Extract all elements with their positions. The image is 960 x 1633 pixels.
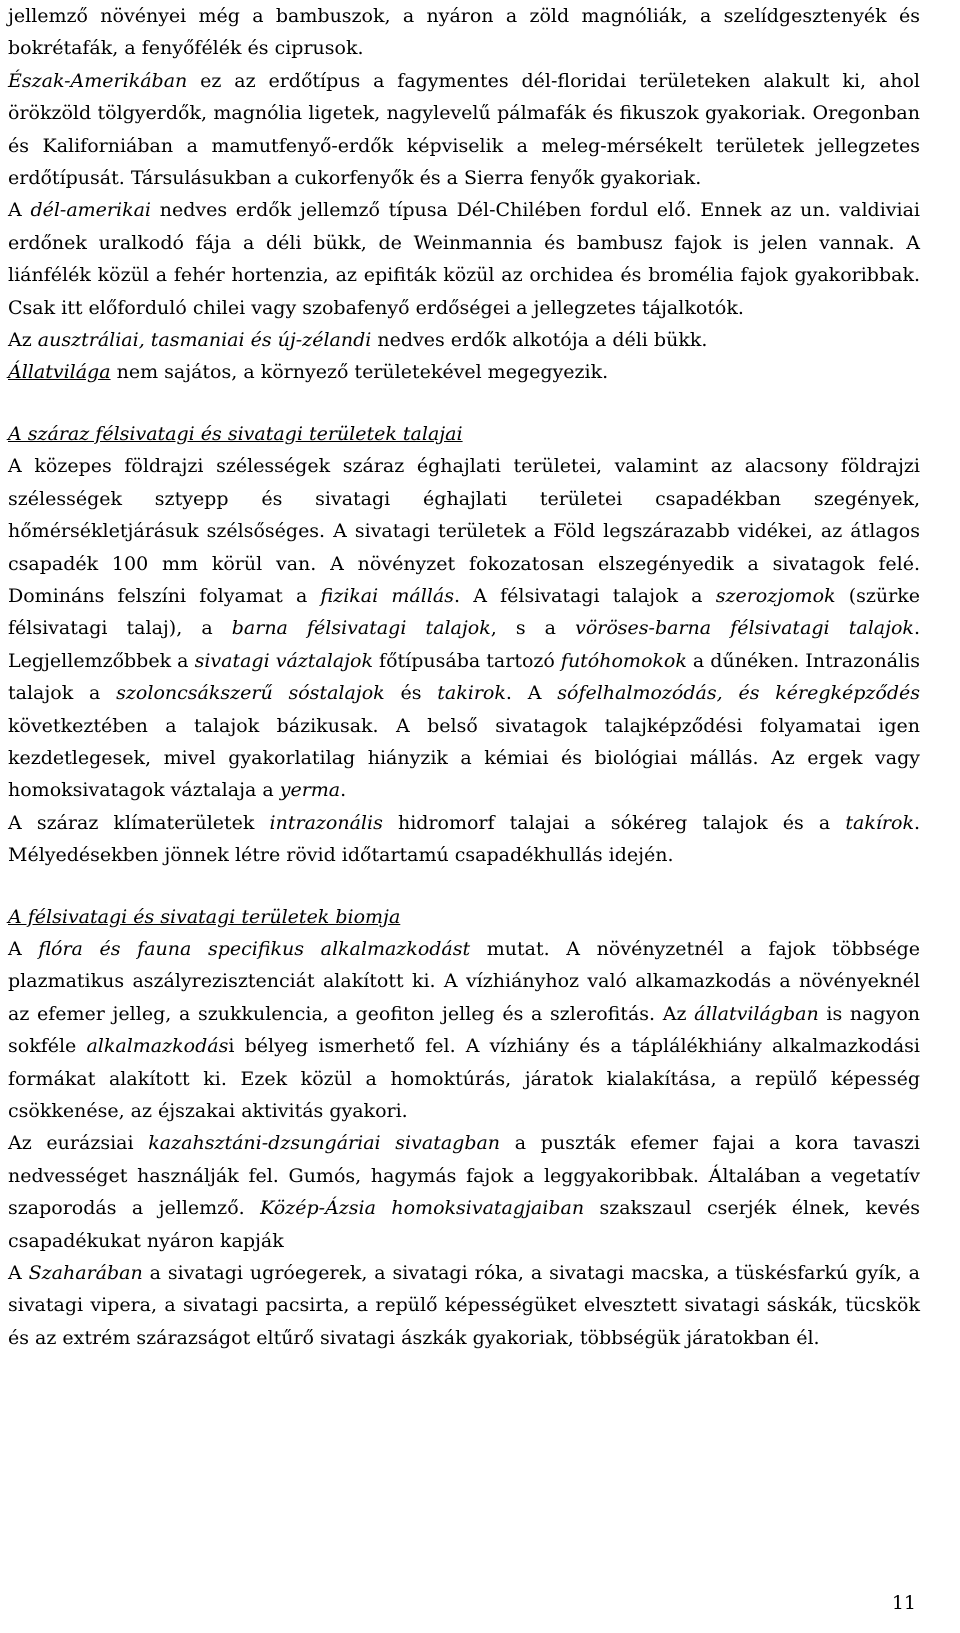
body-text: . A: [505, 682, 558, 705]
section-gap: [8, 872, 920, 901]
paragraph-intrazonal-soils: [8, 807, 920, 872]
emphasis-text: fizikai mállás: [320, 584, 454, 607]
body-text: . Mélyedésekben jönnek létre rövid időtartamú csapadékhullás idején.: [8, 811, 921, 867]
emphasis-text: yerma: [279, 779, 341, 802]
section-heading-desert-biome: A félsivatagi és sivatagi területek biomja: [8, 905, 401, 928]
emphasis-text: Észak-Amerikában: [8, 69, 188, 92]
body-text: hidromorf talajai a sókéreg talajok és a: [382, 811, 846, 834]
body-text: A közepes földrajzi szélességek száraz éghajlati területei, valamint az alacsony földrajzi szélességek sztyepp és sivatagi éghajlati területei csapadékban szegények, hőmérsékletjárásuk szélsőséges. A sivatagi területek a Föld legszárazabb vidékei, az átlagos csapadék 100 mm körül van. A növényzet fokozatosan elszegényedik a sivatagok felé. Domináns felszíni folyamat a: [8, 455, 920, 607]
emphasis-text: flóra és fauna specifikus alkalmazkodást: [38, 937, 471, 960]
paragraph-australia: [8, 324, 920, 356]
body-text: jellemző növényei még a bambuszok, a nyáron a zöld magnóliák, a szelídgesztenyék és bokrétafák, a fenyőfélék és ciprusok.: [8, 5, 920, 60]
body-text: mutat. A növényzetnél a fajok többsége plazmatikus aszályrezisztenciát alakított ki. A vízhiányhoz való alkamazkodás a növényeknél az efemer jelleg, a szukkulencia, a geofiton jelleg és a szlerofitás. Az: [8, 937, 920, 1025]
paragraph-eurasian-desert: [8, 1127, 920, 1257]
body-text: és: [384, 682, 438, 705]
emphasis-text: dél-amerikai: [30, 199, 152, 222]
emphasis-text: Állatvilága: [8, 361, 111, 384]
section-heading-desert-soils: A száraz félsivatagi és sivatagi területek talajai: [8, 422, 463, 445]
body-text: A száraz klímaterületek: [8, 811, 270, 834]
body-text: A: [8, 199, 31, 222]
body-text: . A félsivatagi talajok a: [453, 584, 716, 607]
body-text: , s a: [490, 617, 576, 640]
body-text: nem sajátos, a környező területekével megegyezik.: [110, 361, 609, 384]
paragraph-desert-soils: [8, 450, 920, 806]
emphasis-text: szoloncsákszerű sóstalajok: [116, 682, 385, 705]
body-text: a puszták efemer fajai a kora tavaszi nedvességet használják fel. Gumós, hagymás fajok a leggyakoribbak. Általában a vegetatív szaporodás a jellemző.: [8, 1132, 921, 1220]
emphasis-text: vöröses-barna félsivatagi talajok: [575, 617, 914, 640]
emphasis-text: szerozjomok: [715, 584, 836, 607]
body-text: . Legjellemzőbbek a: [8, 617, 920, 672]
emphasis-text: Szaharában: [28, 1262, 143, 1285]
emphasis-text: alkalmazkodás: [86, 1035, 229, 1058]
body-text: nedves erdők alkotója a déli bükk.: [371, 329, 708, 352]
paragraph-north-america: [8, 65, 920, 195]
body-text: .: [340, 779, 347, 802]
body-text: ez az erdőtípus a fagymentes dél-floridai területeken alakult ki, ahol örökzöld tölgyerdők, magnólia ligetek, nagylevelű pálmafák és fikuszok gyakoriak. Oregonban és Kaliforniában a mamutfenyő-erdők képviselik a meleg-mérsékelt területek jellegzetes erdőtípusát. Társulásukban a cukorfenyők és a Sierra fenyők gyakoriak.: [8, 69, 920, 190]
paragraph-adaptation: [8, 933, 920, 1127]
paragraph-fauna: [8, 356, 920, 388]
paragraph-sahara: [8, 1257, 920, 1354]
body-text: A: [8, 937, 39, 960]
body-text: főtípusába tartozó: [373, 649, 561, 672]
emphasis-text: sófelhalmozódás, és kéregképződés: [557, 682, 921, 705]
emphasis-text: intrazonális: [269, 811, 383, 834]
section-gap: [8, 389, 920, 418]
body-text: a dűnéken. Intrazonális talajok a: [8, 649, 920, 705]
body-text: is nagyon sokféle: [8, 1002, 921, 1058]
emphasis-text: takirok: [437, 682, 506, 705]
body-text: a sivatagi ugróegerek, a sivatagi róka, a sivatagi macska, a tüskésfarkú gyík, a sivatagi vipera, a sivatagi pacsirta, a repülő képességüket elvesztett sivatagi sáskák, tücskök és az extrém szárazságot eltűrő sivatagi ászkák gyakoriak, többségük járatokban él.: [8, 1262, 920, 1349]
page-number: 11: [891, 1592, 916, 1614]
body-text: Az eurázsiai: [8, 1132, 149, 1155]
body-text: i bélyeg ismerhető fel. A vízhiány és a táplálékhiány alkalmazkodási formákat alakított ki. Ezek közül a homoktúrás, járatok kialakítása, a repülő képesség csökkenése, az éjszakai aktivitás gyakori.: [8, 1035, 920, 1122]
emphasis-text: takírok: [845, 811, 914, 834]
emphasis-text: sivatagi váztalajok: [194, 649, 373, 672]
paragraph-east-asia-flora: [8, 0, 920, 65]
emphasis-text: állatvilágban: [694, 1002, 819, 1025]
body-text: nedves erdők jellemző típusa Dél-Chilében fordul elő. Ennek az un. valdiviai erdőnek uralkodó fája a déli bükk, de Weinmannia és bambusz fajok is jelen vannak. A liánfélék közül a fehér hortenzia, az epifiták közül az orchidea és bromélia fajok gyakoribbak. Csak itt előforduló chilei vagy szobafenyő erdőségei a jellegzetes tájalkotók.: [8, 199, 920, 319]
body-text: következtében a talajok bázikusak. A belső sivatagok talajképződési folyamatai igen kezdetlegesek, mivel gyakorlatilag hiányzik a kémiai és biológiai mállás. Az ergek vagy homoksivatagok váztalaja a: [8, 714, 920, 802]
document-page: [8, 0, 920, 1354]
paragraph-south-america: [8, 194, 920, 324]
emphasis-text: kazahsztáni-dzsungáriai sivatagban: [148, 1132, 501, 1155]
body-text: (szürke félsivatagi talaj), a: [8, 584, 920, 640]
body-text: A: [8, 1262, 29, 1285]
emphasis-text: ausztráliai, tasmaniai és új-zélandi: [37, 329, 372, 352]
body-text: szakszaul cserjék élnek, kevés csapadékukat nyáron kapják: [8, 1197, 921, 1252]
emphasis-text: barna félsivatagi talajok: [231, 617, 491, 640]
emphasis-text: futóhomokok: [560, 649, 687, 672]
emphasis-text: Közép-Ázsia homoksivatagjaiban: [260, 1197, 585, 1220]
body-text: Az: [8, 329, 38, 352]
